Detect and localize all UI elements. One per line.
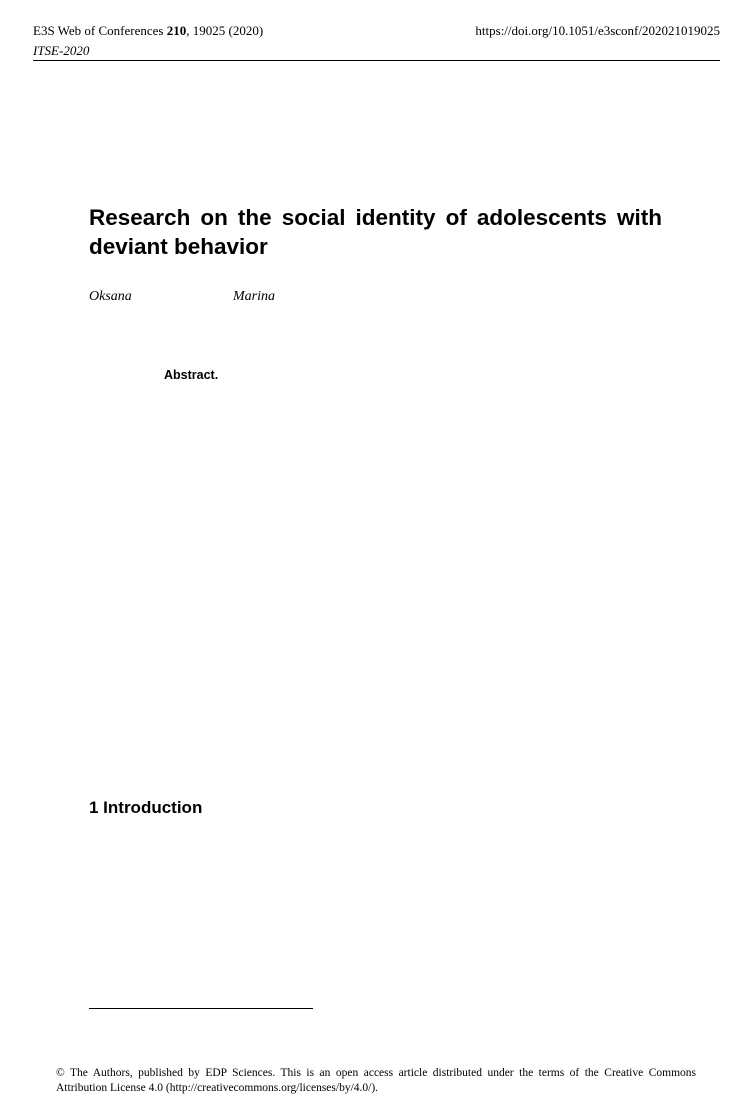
doi-link[interactable]: https://doi.org/10.1051/e3sconf/202021019025 [475,23,720,38]
journal-volume: 210 [166,23,187,38]
header-rule [33,60,720,61]
section-heading-introduction: 1 Introduction [89,798,203,817]
citation-suffix: , 19025 (2020) [186,23,264,38]
author-name: Oksana [89,289,132,304]
license-notice: © The Authors, published by EDP Sciences. This is an open access article distributed under the terms of the Creative Commons Attribution License 4.0 (http://creativecommons.org/licenses/by/4.0/). [56,1067,696,1094]
journal-name: E3S Web of Conferences [33,23,167,38]
conference-name: ITSE-2020 [33,43,90,58]
journal-citation [33,21,263,41]
abstract-label: Abstract. [164,368,219,382]
footnote-rule [89,1008,313,1009]
paper-title: Research on the social identity of adolescents with deviant behavior [89,205,662,259]
author-name: Marina [233,289,275,304]
